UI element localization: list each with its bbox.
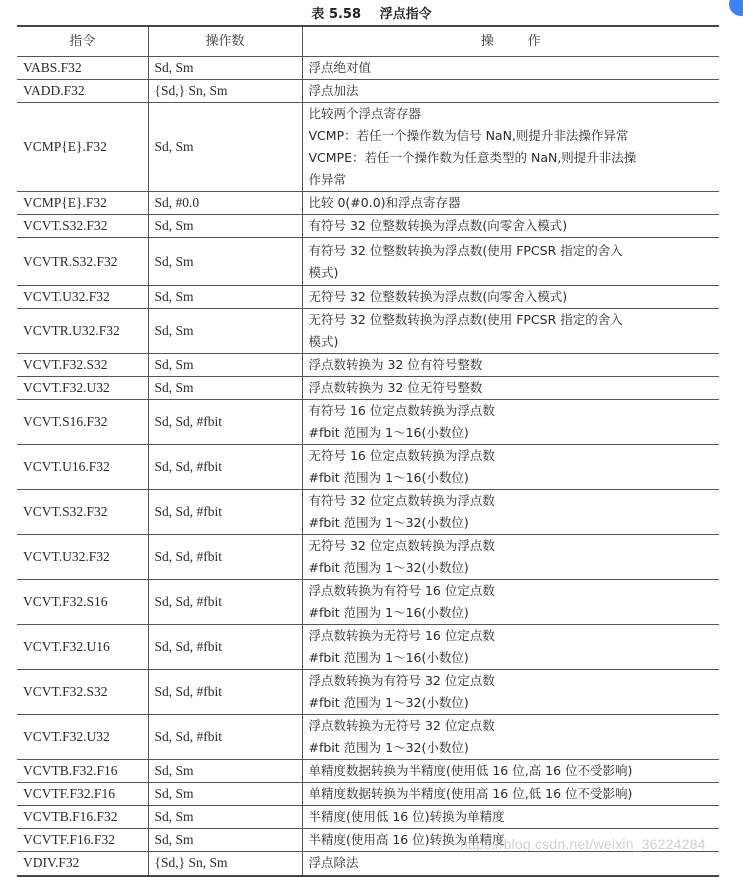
table-caption — [0, 3, 743, 22]
operands-cell: Sd, Sm — [148, 354, 302, 377]
table-body — [17, 57, 719, 876]
operation-cell — [302, 57, 719, 80]
table-row — [17, 286, 719, 309]
instruction-cell: VCVTF.F16.F32 — [17, 829, 148, 852]
operation-line: #fbit 范围为 1～32(小数位) — [308, 740, 469, 755]
table-row — [17, 806, 719, 829]
operation-line: #fbit 范围为 1～16(小数位) — [308, 605, 469, 620]
operation-line: 有符号 32 位定点数转换为浮点数 — [308, 493, 495, 508]
instruction-cell: VCVTB.F32.F16 — [17, 760, 148, 783]
instruction-cell: VCVT.U32.F32 — [17, 286, 148, 309]
operation-line: 浮点数转换为无符号 16 位定点数 — [308, 628, 495, 643]
instruction-cell: VCVTB.F16.F32 — [17, 806, 148, 829]
operands-cell: Sd, Sm — [148, 286, 302, 309]
operation-line: 作异常 — [308, 172, 347, 187]
operation-line: #fbit 范围为 1～16(小数位) — [308, 470, 469, 485]
operation-cell — [302, 490, 719, 535]
table-row — [17, 715, 719, 760]
instruction-cell: VCVT.F32.S32 — [17, 354, 148, 377]
operands-cell: Sd, Sm — [148, 806, 302, 829]
instruction-cell: VCVT.F32.U32 — [17, 377, 148, 400]
operation-line: 浮点数转换为有符号 16 位定点数 — [308, 583, 495, 598]
operation-line: 有符号 32 位整数转换为浮点数(向零舍入模式) — [308, 218, 568, 233]
operation-line: #fbit 范围为 1～16(小数位) — [308, 425, 469, 440]
operation-cell — [302, 670, 719, 715]
instruction-cell: VADD.F32 — [17, 80, 148, 103]
table-number: 表 5.58 — [311, 7, 362, 22]
table-row — [17, 490, 719, 535]
operation-line: #fbit 范围为 1～32(小数位) — [308, 695, 469, 710]
instruction-cell: VCVT.S32.F32 — [17, 490, 148, 535]
header-instruction: 指令 — [17, 26, 148, 57]
operands-cell: Sd, Sm — [148, 783, 302, 806]
table-row — [17, 80, 719, 103]
operands-cell: Sd, Sd, #fbit — [148, 670, 302, 715]
operation-cell — [302, 354, 719, 377]
table-row — [17, 670, 719, 715]
operation-line: 浮点数转换为有符号 32 位定点数 — [308, 673, 495, 688]
operands-cell: Sd, Sm — [148, 103, 302, 192]
table-row — [17, 309, 719, 354]
header-operation: 操作 — [302, 26, 719, 57]
table-row — [17, 852, 719, 876]
table-row — [17, 57, 719, 80]
operation-cell — [302, 377, 719, 400]
operation-cell — [302, 400, 719, 445]
operation-cell — [302, 806, 719, 829]
operands-cell: Sd, Sd, #fbit — [148, 580, 302, 625]
operation-cell — [302, 309, 719, 354]
instruction-cell: VDIV.F32 — [17, 852, 148, 876]
operation-line: 有符号 16 位定点数转换为浮点数 — [308, 403, 495, 418]
instruction-cell: VCMP{E}.F32 — [17, 103, 148, 192]
operation-line: 无符号 32 位整数转换为浮点数(向零舍入模式) — [308, 289, 568, 304]
operands-cell: Sd, Sd, #fbit — [148, 625, 302, 670]
operation-cell — [302, 760, 719, 783]
operation-cell — [302, 625, 719, 670]
operands-cell: Sd, Sd, #fbit — [148, 535, 302, 580]
operation-line: #fbit 范围为 1～16(小数位) — [308, 650, 469, 665]
float-instruction-table — [17, 25, 719, 877]
operands-cell: Sd, Sd, #fbit — [148, 445, 302, 490]
operation-line: 半精度(使用低 16 位)转换为单精度 — [308, 809, 505, 824]
operation-cell — [302, 238, 719, 286]
table-row — [17, 580, 719, 625]
table-row — [17, 535, 719, 580]
operation-line: 无符号 32 位整数转换为浮点数(使用 FPCSR 指定的舍入 — [308, 312, 623, 327]
operation-cell — [302, 286, 719, 309]
operation-cell — [302, 445, 719, 490]
operands-cell: Sd, Sm — [148, 57, 302, 80]
operation-line: 无符号 32 位定点数转换为浮点数 — [308, 538, 495, 553]
operation-line: #fbit 范围为 1～32(小数位) — [308, 560, 469, 575]
instruction-cell: VCVT.S16.F32 — [17, 400, 148, 445]
operation-cell — [302, 580, 719, 625]
operation-line: 单精度数据转换为半精度(使用低 16 位,高 16 位不受影响) — [308, 763, 633, 778]
table-title: 浮点指令 — [379, 7, 432, 22]
operation-line: 浮点除法 — [308, 855, 359, 871]
instruction-cell: VCVT.F32.S16 — [17, 580, 148, 625]
operation-line: 浮点数转换为 32 位有符号整数 — [308, 357, 483, 372]
instruction-cell: VCVTR.S32.F32 — [17, 238, 148, 286]
operands-cell: {Sd,} Sn, Sm — [148, 852, 302, 876]
operation-cell — [302, 192, 719, 215]
operation-line: 比较 0(#0.0)和浮点寄存器 — [308, 195, 461, 210]
operation-cell — [302, 783, 719, 806]
instruction-cell: VABS.F32 — [17, 57, 148, 80]
table-row — [17, 783, 719, 806]
operation-cell — [302, 80, 719, 103]
instruction-cell: VCVT.S32.F32 — [17, 215, 148, 238]
instruction-cell: VCVT.F32.U32 — [17, 715, 148, 760]
table-row — [17, 215, 719, 238]
watermark: https://blog.csdn.net/weixin_36224284 — [460, 836, 706, 852]
operation-cell — [302, 715, 719, 760]
operation-line: #fbit 范围为 1～32(小数位) — [308, 515, 469, 530]
operation-cell — [302, 535, 719, 580]
instruction-cell: VCVT.U32.F32 — [17, 535, 148, 580]
table-row — [17, 625, 719, 670]
operation-line: 模式) — [308, 334, 339, 349]
table-row — [17, 354, 719, 377]
instruction-cell: VCVT.F32.U16 — [17, 625, 148, 670]
operands-cell: Sd, Sd, #fbit — [148, 715, 302, 760]
operands-cell: Sd, Sm — [148, 215, 302, 238]
operands-cell: Sd, #0.0 — [148, 192, 302, 215]
operation-line: 浮点数转换为无符号 32 位定点数 — [308, 718, 495, 733]
operation-cell — [302, 215, 719, 238]
instruction-cell: VCVT.U16.F32 — [17, 445, 148, 490]
operands-cell: Sd, Sm — [148, 238, 302, 286]
operation-cell — [302, 852, 719, 876]
table-row — [17, 445, 719, 490]
table-row — [17, 760, 719, 783]
table-row — [17, 192, 719, 215]
table-row — [17, 238, 719, 286]
header-operands: 操作数 — [148, 26, 302, 57]
table-row — [17, 377, 719, 400]
instruction-cell: VCVT.F32.S32 — [17, 670, 148, 715]
instruction-cell: VCVTF.F32.F16 — [17, 783, 148, 806]
table-row — [17, 103, 719, 192]
table-row — [17, 400, 719, 445]
operands-cell: Sd, Sd, #fbit — [148, 490, 302, 535]
operands-cell: Sd, Sm — [148, 309, 302, 354]
operation-line: 比较两个浮点寄存器 — [308, 106, 422, 121]
operation-line: 浮点绝对值 — [308, 60, 372, 75]
operation-line: 模式) — [308, 264, 339, 280]
operands-cell: Sd, Sd, #fbit — [148, 400, 302, 445]
table-header-row — [17, 26, 719, 57]
operation-line: 有符号 32 位整数转换为浮点数(使用 FPCSR 指定的舍入 — [308, 242, 623, 258]
operation-line: 无符号 16 位定点数转换为浮点数 — [308, 448, 495, 463]
operation-line: VCMP：若任一个操作数为信号 NaN,则提升非法操作异常 — [308, 128, 629, 143]
operation-line: 单精度数据转换为半精度(使用高 16 位,低 16 位不受影响) — [308, 786, 633, 801]
operands-cell: {Sd,} Sn, Sm — [148, 80, 302, 103]
operation-line: 浮点数转换为 32 位无符号整数 — [308, 380, 483, 395]
operands-cell: Sd, Sm — [148, 760, 302, 783]
operation-cell — [302, 103, 719, 192]
operands-cell: Sd, Sm — [148, 829, 302, 852]
instruction-cell: VCMP{E}.F32 — [17, 192, 148, 215]
operation-line: 半精度(使用高 16 位)转换为单精度 — [308, 832, 505, 847]
operation-line: VCMPE：若任一个操作数为任意类型的 NaN,则提升非法操 — [308, 150, 637, 165]
instruction-cell: VCVTR.U32.F32 — [17, 309, 148, 354]
operands-cell: Sd, Sm — [148, 377, 302, 400]
operation-line: 浮点加法 — [308, 83, 359, 98]
